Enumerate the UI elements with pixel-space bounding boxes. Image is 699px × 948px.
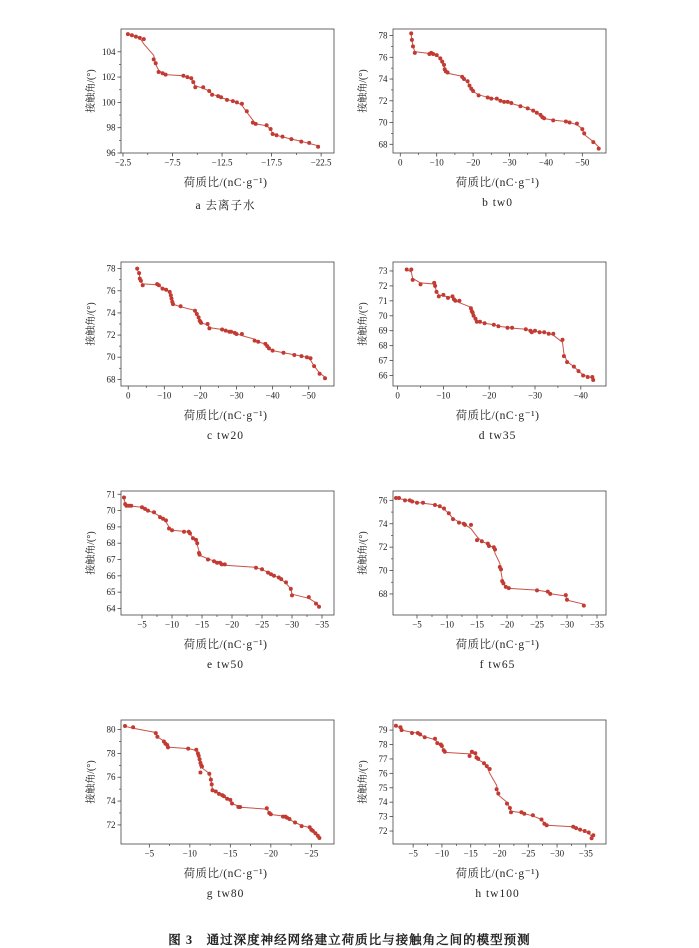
- svg-text:−22.5: −22.5: [310, 157, 332, 168]
- svg-text:−35: −35: [314, 619, 329, 630]
- svg-text:−15: −15: [222, 848, 237, 859]
- svg-text:76: 76: [106, 285, 115, 296]
- svg-text:−40: −40: [573, 390, 588, 401]
- chart-canvas-h: [357, 713, 615, 865]
- svg-text:−20: −20: [465, 157, 480, 168]
- svg-text:−2.5: −2.5: [114, 157, 131, 168]
- svg-text:78: 78: [378, 30, 387, 41]
- svg-text:70: 70: [378, 310, 387, 321]
- x-axis-label-h: 荷质比/(nC·g⁻¹): [455, 868, 540, 880]
- svg-text:−20: −20: [499, 619, 514, 630]
- svg-text:接触角/(°): 接触角/(°): [85, 531, 97, 575]
- svg-text:接触角/(°): 接触角/(°): [357, 69, 369, 113]
- svg-text:71: 71: [106, 489, 115, 500]
- svg-text:78: 78: [106, 748, 115, 759]
- svg-text:−15: −15: [194, 619, 209, 630]
- chart-canvas-b: [357, 22, 615, 174]
- svg-text:96: 96: [106, 148, 115, 158]
- svg-text:−10: −10: [164, 619, 179, 630]
- subplot-label-h: h tw100: [475, 888, 520, 900]
- subplot-label-c: c tw20: [207, 430, 244, 442]
- svg-text:−40: −40: [538, 157, 553, 168]
- svg-text:−15: −15: [469, 619, 484, 630]
- svg-text:−15: −15: [463, 848, 478, 859]
- svg-text:74: 74: [106, 307, 115, 318]
- svg-text:70: 70: [378, 117, 387, 128]
- subplot-a-deionized-water: [85, 22, 332, 213]
- svg-text:−17.5: −17.5: [260, 157, 282, 168]
- svg-text:接触角/(°): 接触角/(°): [85, 302, 97, 346]
- svg-text:−5: −5: [407, 848, 418, 859]
- svg-text:−5: −5: [144, 848, 154, 859]
- chart-canvas-d: [357, 255, 615, 407]
- svg-text:−5: −5: [411, 619, 422, 630]
- subplot-label-a: a 去离子水: [195, 200, 256, 212]
- svg-text:−25: −25: [254, 619, 269, 630]
- x-axis-label-a: 荷质比/(nC·g⁻¹): [183, 177, 268, 189]
- svg-text:70: 70: [106, 352, 115, 363]
- svg-text:68: 68: [378, 139, 387, 150]
- svg-text:−20: −20: [224, 619, 239, 630]
- svg-text:67: 67: [106, 554, 115, 565]
- svg-text:68: 68: [106, 538, 115, 549]
- x-axis-label-f: 荷质比/(nC·g⁻¹): [455, 639, 540, 651]
- svg-text:−25: −25: [529, 619, 544, 630]
- subplot-f-tw65: [357, 484, 604, 671]
- svg-text:76: 76: [378, 52, 387, 63]
- svg-text:104: 104: [101, 46, 115, 57]
- svg-text:68: 68: [106, 374, 115, 385]
- svg-text:−10: −10: [182, 848, 197, 859]
- svg-text:−7.5: −7.5: [163, 157, 181, 168]
- subplot-b-tw0: [357, 22, 589, 213]
- svg-text:100: 100: [101, 97, 115, 108]
- subplot-d-tw35: [357, 255, 588, 442]
- svg-text:71: 71: [378, 295, 387, 306]
- svg-text:−25: −25: [520, 848, 535, 859]
- svg-text:0: 0: [397, 157, 403, 168]
- chart-canvas-g: [85, 713, 343, 865]
- svg-text:接触角/(°): 接触角/(°): [85, 69, 97, 113]
- svg-text:−20: −20: [491, 848, 507, 859]
- svg-text:−5: −5: [136, 619, 147, 630]
- svg-text:接触角/(°): 接触角/(°): [357, 760, 369, 804]
- chart-canvas-c: [85, 255, 343, 407]
- svg-text:72: 72: [378, 826, 387, 837]
- svg-text:77: 77: [378, 753, 387, 764]
- subplot-g-tw80: [85, 713, 318, 900]
- svg-text:−10: −10: [156, 390, 171, 401]
- subplot-label-d: d tw35: [478, 430, 517, 442]
- svg-text:−10: −10: [439, 619, 454, 630]
- svg-text:−40: −40: [265, 390, 280, 401]
- svg-text:70: 70: [378, 565, 387, 576]
- svg-text:−50: −50: [574, 157, 589, 168]
- svg-text:−35: −35: [589, 619, 604, 630]
- svg-text:72: 72: [378, 542, 387, 553]
- svg-text:75: 75: [378, 782, 387, 793]
- svg-text:69: 69: [378, 325, 387, 336]
- svg-text:接触角/(°): 接触角/(°): [357, 302, 369, 346]
- svg-text:69: 69: [106, 521, 115, 532]
- x-axis-label-e: 荷质比/(nC·g⁻¹): [183, 639, 268, 651]
- subplot-e-tw50: [85, 484, 329, 671]
- svg-text:−30: −30: [527, 390, 542, 401]
- svg-text:−20: −20: [481, 390, 496, 401]
- svg-text:76: 76: [378, 495, 387, 506]
- svg-text:接触角/(°): 接触角/(°): [85, 760, 97, 804]
- chart-canvas-a: [85, 22, 343, 174]
- svg-text:70: 70: [106, 505, 115, 516]
- svg-text:−12.5: −12.5: [211, 157, 232, 168]
- svg-text:79: 79: [378, 725, 387, 736]
- svg-text:72: 72: [378, 280, 387, 291]
- svg-text:67: 67: [378, 355, 387, 366]
- x-axis-label-g: 荷质比/(nC·g⁻¹): [183, 868, 268, 880]
- svg-text:64: 64: [106, 603, 115, 614]
- figure-caption: 图 3 通过深度神经网络建立荷质比与接触角之间的模型预测: [168, 933, 531, 947]
- svg-text:−30: −30: [284, 619, 299, 630]
- svg-text:73: 73: [378, 811, 387, 822]
- chart-canvas-f: [357, 484, 615, 636]
- svg-text:−30: −30: [228, 390, 244, 401]
- svg-text:−35: −35: [578, 848, 593, 859]
- svg-text:−10: −10: [435, 390, 450, 401]
- svg-text:72: 72: [106, 819, 115, 830]
- x-axis-label-b: 荷质比/(nC·g⁻¹): [455, 177, 540, 189]
- svg-text:78: 78: [378, 739, 387, 750]
- svg-text:98: 98: [106, 122, 115, 133]
- subplot-label-g: g tw80: [206, 888, 245, 900]
- svg-text:102: 102: [101, 72, 115, 83]
- subplot-grid: [85, 0, 615, 916]
- svg-text:76: 76: [378, 768, 387, 779]
- subplot-label-e: e tw50: [207, 659, 244, 671]
- svg-text:74: 74: [378, 74, 387, 85]
- svg-text:−30: −30: [501, 157, 517, 168]
- svg-text:−10: −10: [434, 848, 449, 859]
- x-axis-label-d: 荷质比/(nC·g⁻¹): [455, 410, 540, 422]
- svg-text:65: 65: [106, 587, 115, 598]
- svg-text:0: 0: [125, 390, 130, 401]
- svg-text:74: 74: [106, 796, 115, 807]
- svg-text:−20: −20: [192, 390, 207, 401]
- svg-text:78: 78: [106, 263, 115, 274]
- subplot-label-b: b tw0: [482, 197, 513, 209]
- svg-text:0: 0: [394, 390, 400, 401]
- svg-text:−30: −30: [549, 848, 564, 859]
- subplot-c-tw20: [85, 255, 316, 442]
- svg-text:74: 74: [378, 518, 387, 529]
- svg-text:66: 66: [378, 370, 387, 381]
- svg-text:−50: −50: [301, 390, 316, 401]
- svg-text:68: 68: [378, 340, 387, 351]
- svg-text:−10: −10: [429, 157, 444, 168]
- svg-text:72: 72: [106, 330, 115, 341]
- svg-text:76: 76: [106, 772, 115, 783]
- svg-text:−20: −20: [263, 848, 278, 859]
- svg-text:−30: −30: [559, 619, 574, 630]
- svg-text:66: 66: [106, 570, 115, 581]
- svg-text:73: 73: [378, 265, 387, 276]
- chart-canvas-e: [85, 484, 343, 636]
- svg-text:74: 74: [378, 797, 387, 808]
- svg-text:72: 72: [378, 95, 387, 106]
- x-axis-label-c: 荷质比/(nC·g⁻¹): [183, 410, 268, 422]
- svg-text:68: 68: [378, 588, 387, 599]
- subplot-h-tw100: [357, 713, 593, 900]
- subplot-label-f: f tw65: [479, 659, 516, 671]
- svg-text:80: 80: [106, 724, 115, 735]
- svg-text:接触角/(°): 接触角/(°): [357, 531, 369, 575]
- svg-text:−25: −25: [303, 848, 318, 859]
